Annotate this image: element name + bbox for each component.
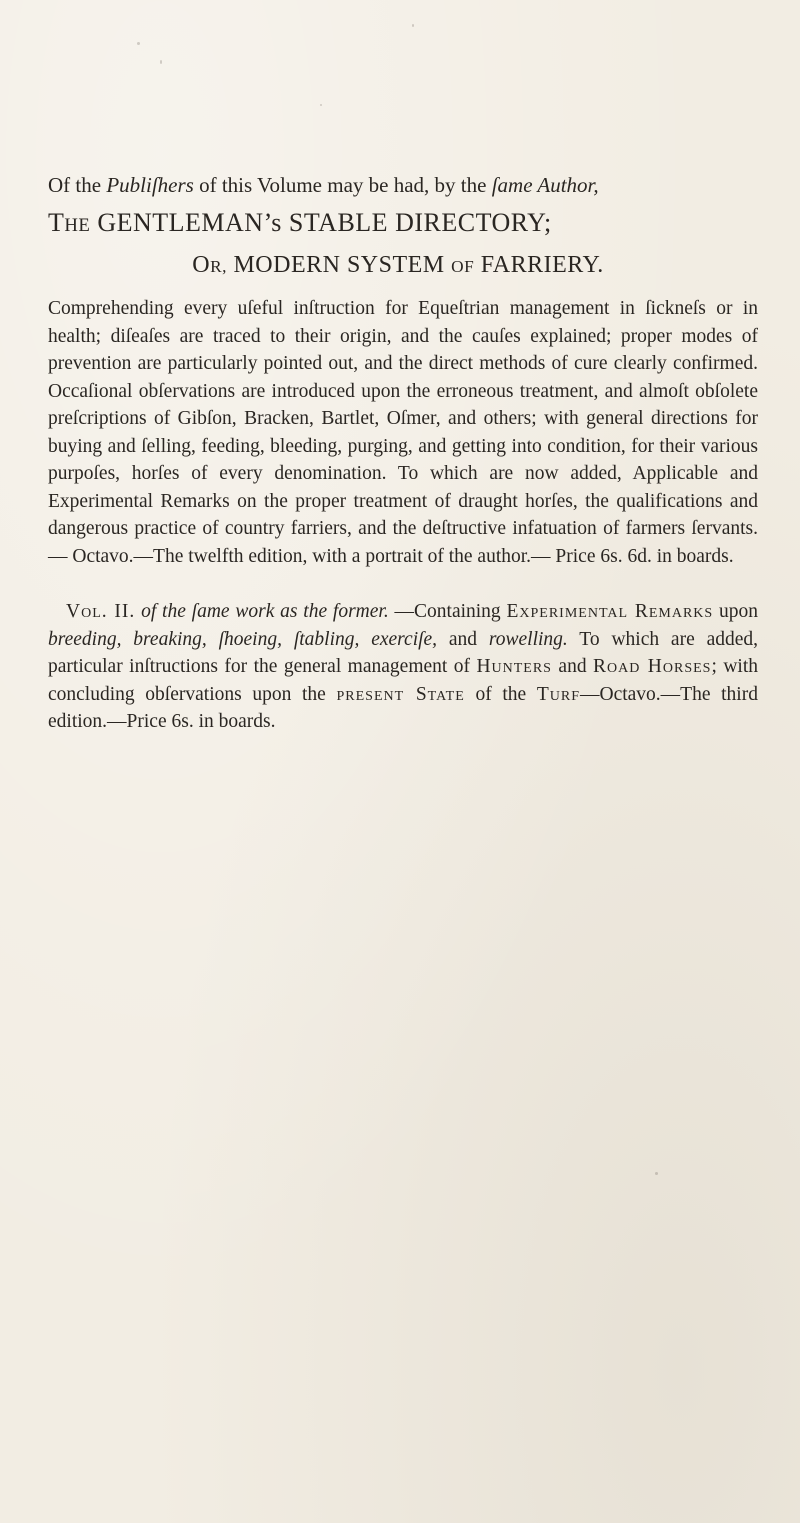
subtitle-or-rest: R, — [210, 257, 227, 276]
intro-prefix: Of the — [48, 173, 107, 197]
title-the-initial: T — [48, 208, 65, 237]
vol-and-road: and — [551, 656, 594, 677]
advertisement-block — [48, 170, 768, 736]
subtitle-of: OF — [451, 257, 475, 276]
vol-label: Vol. II. — [66, 601, 136, 622]
vol-with-concluding: ; with concluding obſervations upon the — [48, 656, 758, 705]
vol-road-horses: Road Horses — [593, 656, 712, 677]
intro-publishers: Publiſhers — [106, 173, 194, 197]
vol-containing: —Containing — [388, 601, 507, 622]
vol-present-state: present State — [336, 683, 465, 705]
vol-rowelling: rowelling. — [488, 628, 568, 650]
paper-speck — [160, 60, 162, 64]
vol-to-which: To which are added, particular inſtructions for the general management of — [48, 628, 759, 677]
intro-middle: of this Volume may be had, by the — [193, 173, 492, 197]
vol-tail: —Octavo.—The third edition.—Price 6s. in boards. — [48, 683, 758, 732]
paper-speck — [320, 104, 322, 106]
vol-of-the: of the — [464, 683, 537, 705]
paper-speck — [655, 1172, 658, 1175]
book-title — [48, 206, 768, 243]
subtitle-or-initial: O — [192, 252, 211, 278]
title-the-rest: HE — [64, 215, 91, 236]
book-subtitle — [48, 249, 768, 283]
vol-hunters: Hunters — [476, 656, 552, 677]
intro-author: ſame Author, — [491, 173, 599, 197]
paper-speck — [137, 42, 140, 45]
title-main: GENTLEMAN’s STABLE DIRECTORY; — [90, 208, 552, 237]
vol-turf: Turf — [536, 683, 580, 705]
vol-same-work: of the ſame work as the former. — [141, 601, 389, 622]
intro-line — [48, 170, 768, 200]
vol-topics: breeding, breaking, ſhoeing, ſtabling, exerciſe, — [48, 628, 438, 650]
paper-speck — [412, 24, 414, 27]
vol-upon: upon — [713, 601, 758, 622]
vol-experimental-remarks: Experimental Remarks — [506, 601, 714, 622]
volume-two-paragraph — [48, 598, 758, 736]
subtitle-modern: MODERN SYSTEM — [226, 252, 452, 278]
subtitle-farriery: FARRIERY. — [474, 252, 604, 278]
description-paragraph: Comprehending every uſeful inſtruction for Equeſtrian management in ſickneſs or in health; diſeaſes are traced to their origin, and the cauſes explained; proper modes of prevention are particularly pointed out, and the direct methods of cure clearly confirmed. Occaſional obſervations are introduced upon the erroneous treatment, and almoſt obſolete preſcriptions of Gibſon, Bracken, Bartlet, Oſmer, and others; with general directions for buying and ſelling, feeding, bleeding, purging, and getting into condition, for their various purpoſes, horſes of every denomination. To which are now added, Applicable and Experimental Remarks on the proper treatment of draught horſes, the qualifications and dangerous practice of country farriers, and the deſtructive infatuation of farmers ſervants.— Octavo.—The twelfth edition, with a portrait of the author.— Price 6s. 6d. in boards. — [48, 298, 758, 567]
vol-and: and — [437, 628, 489, 650]
